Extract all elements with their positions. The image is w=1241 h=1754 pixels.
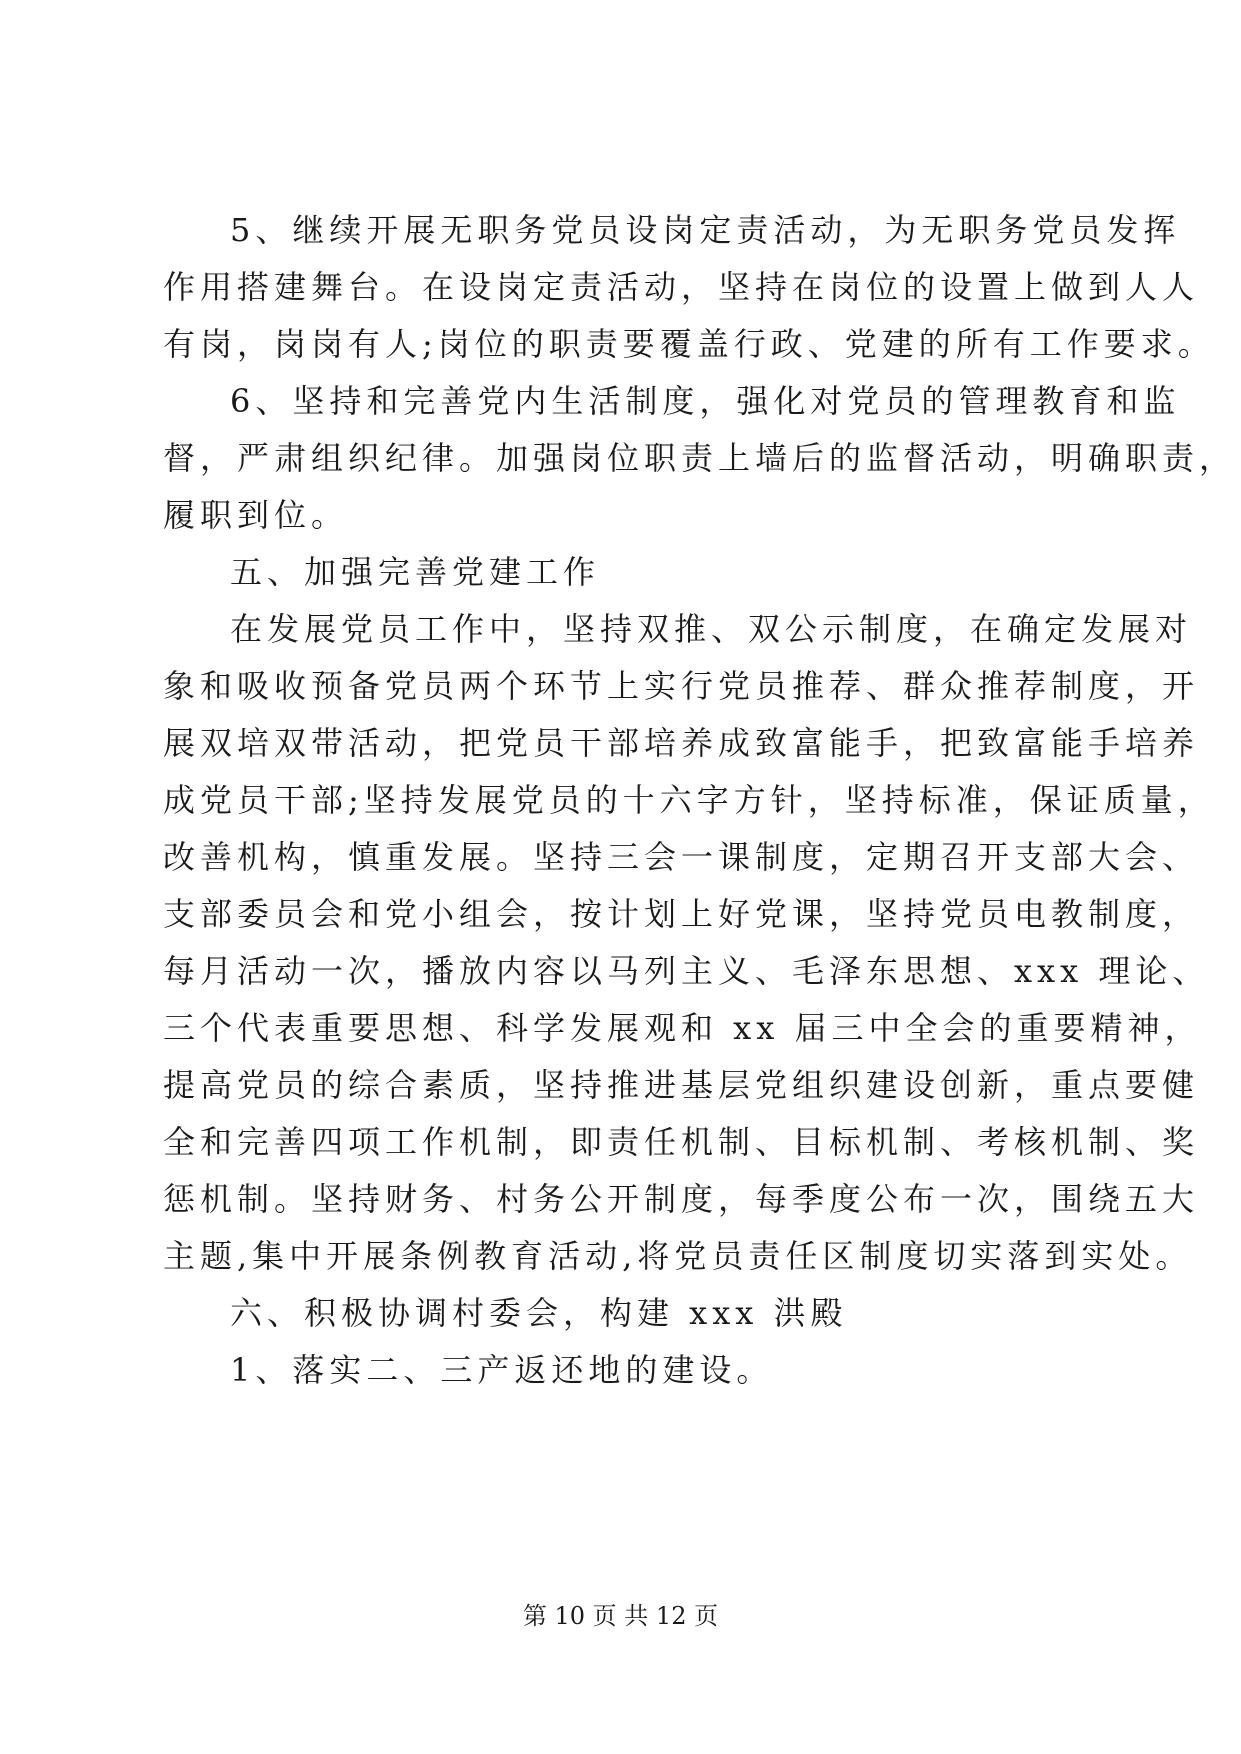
section-heading: 六、积极协调村委会，构建 xxx 洪殿 bbox=[230, 1294, 848, 1332]
text-line: 作用搭建舞台。在设岗定责活动，坚持在岗位的设置上做到人人 bbox=[163, 268, 1200, 306]
section-heading: 五、加强完善党建工作 bbox=[230, 553, 601, 591]
page-number-footer: 第 10 页 共 12 页 bbox=[522, 1602, 719, 1630]
text-line: 改善机构，慎重发展。坚持三会一课制度，定期召开支部大会、 bbox=[163, 838, 1200, 876]
text-line: 三个代表重要思想、科学发展观和 xx 届三中全会的重要精神， bbox=[163, 1009, 1202, 1047]
text-line: 督，严肃组织纪律。加强岗位职责上墙后的监督活动，明确职责， bbox=[163, 439, 1237, 477]
text-line: 提高党员的综合素质，坚持推进基层党组织建设创新，重点要健 bbox=[163, 1066, 1200, 1104]
text-line: 有岗，岗岗有人;岗位的职责要覆盖行政、党建的所有工作要求。 bbox=[163, 325, 1215, 363]
text-line: 履职到位。 bbox=[163, 496, 349, 534]
text-line: 惩机制。坚持财务、村务公开制度，每季度公布一次，围绕五大 bbox=[163, 1180, 1200, 1218]
text-line: 展双培双带活动，把党员干部培养成致富能手，把致富能手培养 bbox=[163, 724, 1200, 762]
text-line: 1、落实二、三产返还地的建设。 bbox=[230, 1351, 774, 1389]
text-line: 全和完善四项工作机制，即责任机制、目标机制、考核机制、奖 bbox=[163, 1123, 1200, 1161]
text-line: 在发展党员工作中，坚持双推、双公示制度，在确定发展对 bbox=[230, 610, 1193, 648]
text-line: 支部委员会和党小组会，按计划上好党课，坚持党员电教制度， bbox=[163, 895, 1200, 933]
text-line: 象和吸收预备党员两个环节上实行党员推荐、群众推荐制度，开 bbox=[163, 667, 1200, 705]
text-line: 6、坚持和完善党内生活制度，强化对党员的管理教育和监 bbox=[230, 382, 1181, 420]
text-line: 每月活动一次，播放内容以马列主义、毛泽东思想、xxx 理论、 bbox=[163, 952, 1210, 990]
text-line: 主题,集中开展条例教育活动,将党员责任区制度切实落到实处。 bbox=[163, 1237, 1193, 1275]
text-line: 5、继续开展无职务党员设岗定责活动，为无职务党员发挥 bbox=[230, 211, 1181, 249]
text-line: 成党员干部;坚持发展党员的十六字方针，坚持标准，保证质量， bbox=[163, 781, 1215, 819]
